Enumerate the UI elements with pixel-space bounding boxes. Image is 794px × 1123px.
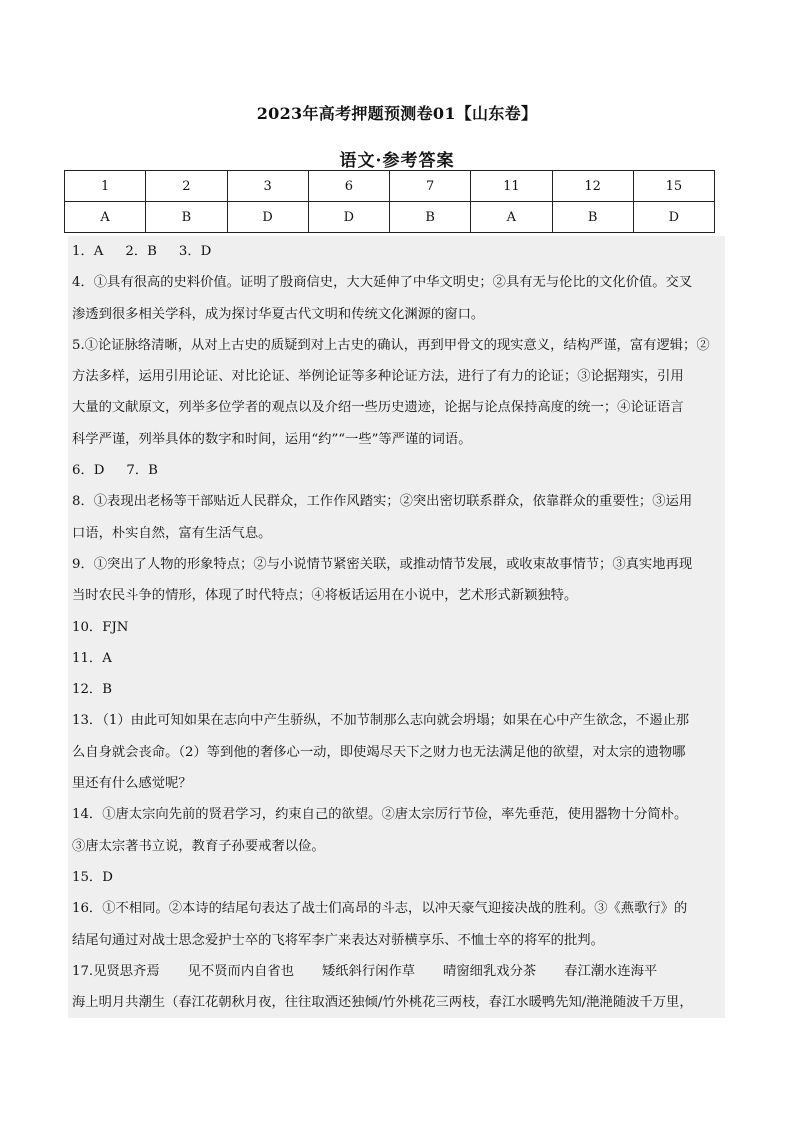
question-number-cell: 12	[552, 171, 633, 202]
answer-8-line: 8．①表现出老杨等干部贴近人民群众，工作作风踏实；②突出密切联系群众，依靠群众的重要性；③运用	[72, 494, 693, 510]
question-number-cell: 6	[308, 171, 389, 202]
answer-14-line: 14．①唐太宗向先前的贤君学习，约束自己的欲望。②唐太宗厉行节俭，率先垂范，使用器物十分简朴。	[72, 807, 688, 823]
question-number-cell: 3	[227, 171, 308, 202]
answer-letter-cell: A	[471, 202, 552, 233]
answer-12: 12．B	[72, 682, 112, 698]
question-number-cell: 7	[390, 171, 471, 202]
question-number-row	[65, 171, 715, 202]
answer-17-item: 春江潮水连海平	[564, 963, 658, 979]
answer-5-line: 5.①论证脉络清晰，从对上古史的质疑到对上古史的确认，再到甲骨文的现实意义，结构严谨，富有逻辑；②	[72, 337, 710, 353]
answer-explanations	[68, 236, 725, 1018]
answer-4-line: 渗透到很多相关学科，成为探讨华夏古代文明和传统文化渊源的窗口。	[72, 306, 485, 322]
answer-17-line	[72, 956, 725, 987]
answer-letter-cell: B	[146, 202, 227, 233]
answer-17-item: 矮纸斜行闲作草	[322, 963, 416, 979]
answer-letter-row	[65, 202, 715, 233]
answer-letter-cell: D	[633, 202, 714, 233]
answer-8-line: 口语，朴实自然，富有生活气息。	[72, 525, 272, 541]
answer-letter-cell: A	[65, 202, 146, 233]
answer-17-item: 17.见贤思齐焉	[72, 963, 160, 979]
question-number-cell: 1	[65, 171, 146, 202]
answer-17-item: 见不贤而内自省也	[187, 963, 295, 979]
answer-17-continued: 海上明月共潮生（春江花朝秋月夜，往往取酒还独倾/竹外桃花三两枝，春江水暖鸭先知/滟滟随波千万里，	[72, 995, 693, 1011]
answer-14-line: ③唐太宗著书立说，教育子孙要戒奢以俭。	[72, 838, 325, 854]
answer-line-1-3	[72, 236, 725, 267]
answer-5-line: 科学严谨，列举具体的数字和时间，运用“约”“一些”等严谨的词语。	[72, 431, 472, 447]
answer-letter-cell: D	[308, 202, 389, 233]
answer-item: 6．D	[72, 463, 105, 479]
answer-5-line: 方法多样，运用引用论证、对比论证、举例论证等多种论证方法，进行了有力的论证；③论据翔实，引用	[72, 369, 684, 385]
answer-10: 10．FJN	[72, 619, 129, 635]
answer-17-item: 晴窗细乳戏分茶	[443, 963, 537, 979]
answer-item: 3．D	[178, 244, 212, 259]
answer-9-line: 当时农民斗争的情形，体现了时代特点；④将板话运用在小说中，艺术形式新颖独特。	[72, 588, 578, 604]
answer-item: 1．A	[72, 244, 104, 259]
question-number-cell: 2	[146, 171, 227, 202]
answer-16-line: 16．①不相同。②本诗的结尾句表达了战士们高昂的斗志，以冲天豪气迎接决战的胜利。③《燕歌行》的	[72, 901, 688, 917]
answer-9-line: 9．①突出了人物的形象特点；②与小说情节紧密关联，或推动情节发展，或收束故事情节；③真实地再现	[72, 556, 693, 572]
answer-16-line: 结尾句通过对战士思念爱护士卒的飞将军李广来表达对骄横享乐、不恤士卒的将军的批判。	[72, 932, 604, 948]
question-number-cell: 11	[471, 171, 552, 202]
answer-13-line: 13．（1）由此可知如果在志向中产生骄纵，不加节制那么志向就会坍塌；如果在心中产生欲念，不遏止那	[72, 713, 690, 729]
answer-letter-cell: B	[552, 202, 633, 233]
answer-item: 2．B	[125, 244, 157, 259]
answer-15: 15．D	[72, 869, 113, 885]
answer-letter-cell: D	[227, 202, 308, 233]
answer-4-line: 4．①具有很高的史料价值。证明了殷商信史，大大延伸了中华文明史；②具有无与伦比的文化价值。交叉	[72, 275, 693, 291]
answer-line-6-7	[72, 455, 725, 486]
question-number-cell: 15	[633, 171, 714, 202]
page-subtitle: 语文·参考答案	[339, 151, 455, 171]
page-title: 2023年高考押题预测卷01【山东卷】	[256, 104, 538, 123]
answer-table	[64, 170, 715, 233]
answer-13-line: 么自身就会丧命。（2）等到他的奢侈心一动，即使竭尽天下之财力也无法满足他的欲望，对太宗的遗物哪	[72, 744, 686, 760]
answer-11: 11．A	[72, 650, 112, 666]
answer-13-line: 里还有什么感觉呢？	[72, 776, 192, 792]
answer-item: 7．B	[126, 463, 158, 479]
answer-5-line: 大量的文献原文，列举多位学者的观点以及介绍一些历史遗迹，论据与论点保持高度的统一；④论证语言	[72, 400, 684, 416]
answer-letter-cell: B	[390, 202, 471, 233]
